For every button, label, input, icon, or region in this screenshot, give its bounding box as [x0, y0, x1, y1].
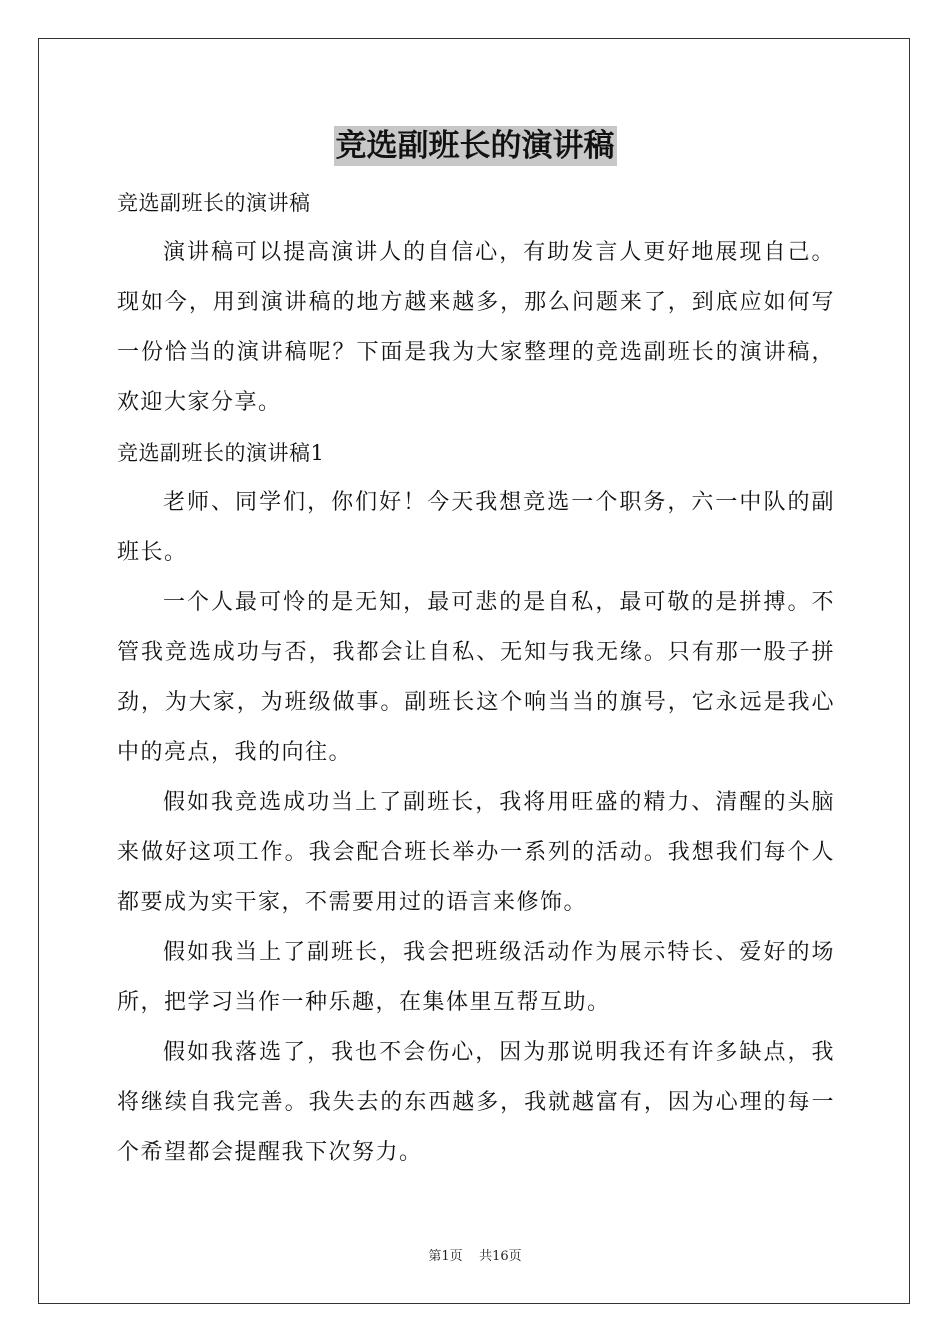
- document-body: [117, 178, 835, 1178]
- footer-spacer: [463, 1249, 480, 1264]
- section-heading: 竞选副班长的演讲稿1: [117, 441, 325, 465]
- page-footer: [0, 1248, 950, 1266]
- section-paragraph-5: 假如我落选了，我也不会伤心，因为那说明我还有许多缺点，我将继续自我完善。我失去的东西越多，我就越富有，因为心理的每一个希望都会提醒我下次努力。: [117, 1040, 835, 1165]
- document-subtitle: 竞选副班长的演讲稿: [117, 191, 311, 215]
- document-title: 竞选副班长的演讲稿: [335, 128, 615, 164]
- title-container: [0, 126, 950, 166]
- section-paragraph-3: 假如我竞选成功当上了副班长，我将用旺盛的精力、清醒的头脑来做好这项工作。我会配合班长举办一系列的活动。我想我们每个人都要成为实干家，不需要用过的语言来修饰。: [117, 790, 835, 915]
- page-number: 第1页: [428, 1249, 463, 1264]
- intro-paragraph: 演讲稿可以提高演讲人的自信心，有助发言人更好地展现自己。现如今，用到演讲稿的地方越来越多，那么问题来了，到底应如何写一份恰当的演讲稿呢？下面是我为大家整理的竞选副班长的演讲稿，欢迎大家分享。: [117, 240, 835, 415]
- page-total: 共16页: [479, 1249, 522, 1264]
- section-paragraph-4: 假如我当上了副班长，我会把班级活动作为展示特长、爱好的场所，把学习当作一种乐趣，在集体里互帮互助。: [117, 940, 835, 1015]
- section-paragraph-2: 一个人最可怜的是无知，最可悲的是自私，最可敬的是拼搏。不管我竞选成功与否，我都会让自私、无知与我无缘。只有那一股子拼劲，为大家，为班级做事。副班长这个响当当的旗号，它永远是我心中的亮点，我的向往。: [117, 590, 835, 765]
- section-paragraph-1: 老师、同学们，你们好！今天我想竞选一个职务，六一中队的副班长。: [117, 490, 835, 565]
